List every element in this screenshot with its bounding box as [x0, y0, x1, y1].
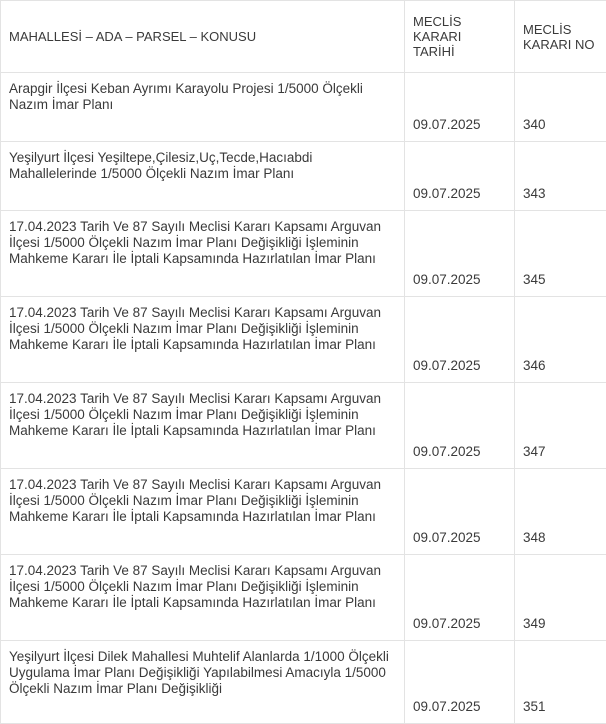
row-subject: Yeşilyurt İlçesi Dilek Mahallesi Muhtelif Alanlarda 1/1000 Ölçekli Uygulama İmar Planı Değişikliği Yapılabilmesi Amacıyla 1/5000 Ölçekli Nazım İmar Planı Değişikliği: [1, 641, 405, 724]
row-subject: 17.04.2023 Tarih Ve 87 Sayılı Meclisi Kararı Kapsamı Arguvan İlçesi 1/5000 Ölçekli Nazım İmar Planı Değişikliği İşleminin Mahkeme Kararı İle İptali Kapsamında Hazırlatılan İmar Planı: [1, 211, 405, 297]
row-number: 348: [515, 469, 606, 555]
row-number: 343: [515, 142, 606, 211]
row-subject: 17.04.2023 Tarih Ve 87 Sayılı Meclisi Kararı Kapsamı Arguvan İlçesi 1/5000 Ölçekli Nazım İmar Planı Değişikliği İşleminin Mahkeme Kararı İle İptali Kapsamında Hazırlatılan İmar Planı: [1, 555, 405, 641]
row-number: 351: [515, 641, 606, 724]
table-row: [1, 641, 606, 724]
row-subject: 17.04.2023 Tarih Ve 87 Sayılı Meclisi Kararı Kapsamı Arguvan İlçesi 1/5000 Ölçekli Nazım İmar Planı Değişikliği İşleminin Mahkeme Kararı İle İptali Kapsamında Hazırlatılan İmar Planı: [1, 469, 405, 555]
row-subject: 17.04.2023 Tarih Ve 87 Sayılı Meclisi Kararı Kapsamı Arguvan İlçesi 1/5000 Ölçekli Nazım İmar Planı Değişikliği İşleminin Mahkeme Kararı İle İptali Kapsamında Hazırlatılan İmar Planı: [1, 297, 405, 383]
row-number: 349: [515, 555, 606, 641]
row-subject: 17.04.2023 Tarih Ve 87 Sayılı Meclisi Kararı Kapsamı Arguvan İlçesi 1/5000 Ölçekli Nazım İmar Planı Değişikliği İşleminin Mahkeme Kararı İle İptali Kapsamında Hazırlatılan İmar Planı: [1, 383, 405, 469]
table-row: [1, 297, 606, 383]
row-number: 347: [515, 383, 606, 469]
table-row: [1, 469, 606, 555]
row-date: 09.07.2025: [405, 142, 515, 211]
row-date: 09.07.2025: [405, 555, 515, 641]
table-header-row: [1, 1, 606, 73]
row-date: 09.07.2025: [405, 211, 515, 297]
table-row: [1, 73, 606, 142]
header-subject: MAHALLESİ – ADA – PARSEL – KONUSU: [1, 1, 405, 73]
header-date: MECLİS KARARI TARİHİ: [405, 1, 515, 73]
header-number: MECLİS KARARI NO: [515, 1, 606, 73]
row-date: 09.07.2025: [405, 297, 515, 383]
row-subject: Yeşilyurt İlçesi Yeşiltepe,Çilesiz,Uç,Tecde,Hacıabdi Mahallelerinde 1/5000 Ölçekli Nazım İmar Planı: [1, 142, 405, 211]
table-row: [1, 142, 606, 211]
row-number: 340: [515, 73, 606, 142]
table-row: [1, 383, 606, 469]
table-row: [1, 211, 606, 297]
row-date: 09.07.2025: [405, 641, 515, 724]
row-number: 346: [515, 297, 606, 383]
row-date: 09.07.2025: [405, 469, 515, 555]
table-row: [1, 555, 606, 641]
row-subject: Arapgir İlçesi Keban Ayrımı Karayolu Projesi 1/5000 Ölçekli Nazım İmar Planı: [1, 73, 405, 142]
row-date: 09.07.2025: [405, 73, 515, 142]
row-date: 09.07.2025: [405, 383, 515, 469]
row-number: 345: [515, 211, 606, 297]
